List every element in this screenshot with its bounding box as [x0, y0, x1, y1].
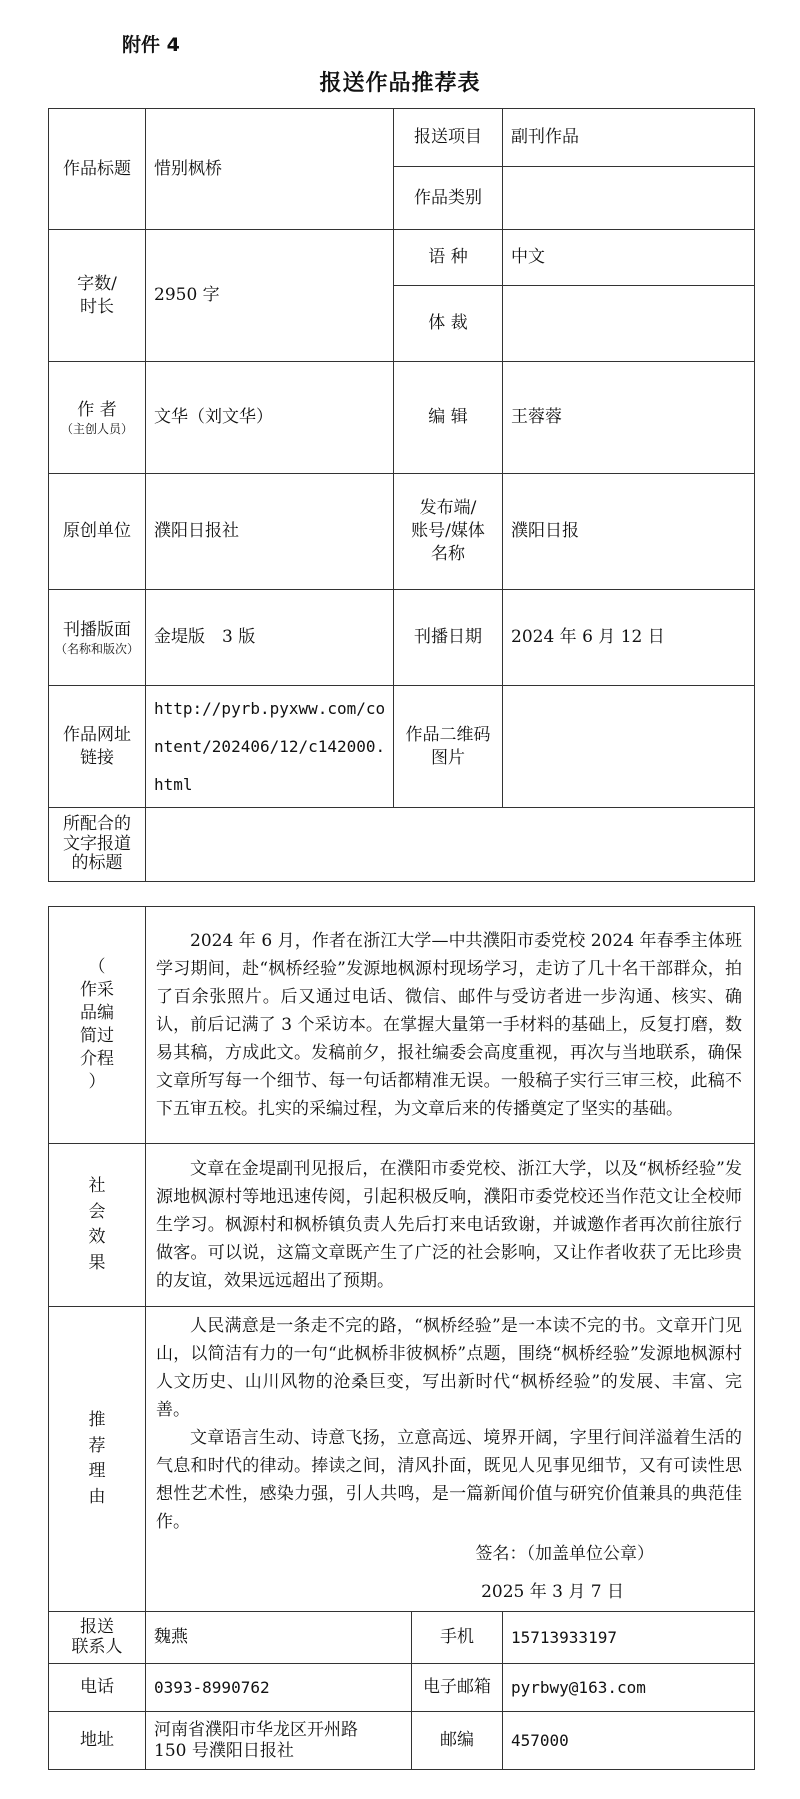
postcode-label: 邮编 [412, 1712, 503, 1770]
work-title-label: 作品标题 [49, 109, 146, 230]
page-label: 刊播版面 （名称和版次） [49, 590, 146, 686]
category-label: 作品类别 [394, 167, 503, 230]
contact-value: 魏燕 [146, 1612, 412, 1664]
category-value [503, 167, 755, 230]
page-title: 报送作品推荐表 [319, 71, 481, 96]
work-url-link[interactable]: http://pyrb.pyxww.com/co ntent/202406/12/c142000. html [146, 686, 394, 808]
postcode-value: 457000 [503, 1712, 755, 1770]
attachment-number: 附件 4 [122, 34, 180, 56]
page-value: 金堤版 3 版 [146, 590, 394, 686]
phone-label: 电话 [49, 1664, 146, 1712]
date-value: 2024 年 6 月 12 日 [503, 590, 755, 686]
qr-label: 作品二维码 图片 [394, 686, 503, 808]
report-item-label: 报送项目 [394, 109, 503, 167]
qr-value [503, 686, 755, 808]
address-value: 河南省濮阳市华龙区开州路 150 号濮阳日报社 [146, 1712, 412, 1770]
info-table [48, 108, 755, 882]
sign-date: 2025 年 3 月 7 日 [481, 1582, 625, 1602]
effect-label: 社 会 效 果 [49, 1144, 146, 1307]
contact-label: 报送 联系人 [49, 1612, 146, 1664]
work-title-value: 惜别枫桥 [146, 109, 394, 230]
word-count-value: 2950 字 [146, 230, 394, 362]
publisher-value: 濮阳日报 [503, 474, 755, 590]
url-label: 作品网址 链接 [49, 686, 146, 808]
process-label: （ 作采 品编 简过 介程 ） [49, 907, 146, 1144]
original-unit-value: 濮阳日报社 [146, 474, 394, 590]
email-value[interactable]: pyrbwy@163.com [503, 1664, 755, 1712]
genre-label: 体 裁 [394, 286, 503, 362]
editor-value: 王蓉蓉 [503, 362, 755, 474]
email-label: 电子邮箱 [412, 1664, 503, 1712]
related-label: 所配合的 文字报道 的标题 [49, 808, 146, 882]
process-text: 2024 年 6 月，作者在浙江大学—中共濮阳市委党校 2024 年春季主体班学习期间，赴“枫桥经验”发源地枫源村现场学习，走访了几十名干部群众，拍了百余张照片。后又通过电话、微信、邮件与受访者进一步沟通、核实、确认，前后记满了 3 个采访本。在掌握大量第一手材料的基础上，反复打磨，数易其稿，方成此文。发稿前夕，报社编委会高度重视，再次与当地联系，确保文章所写每一个细节、每一句话都精准无误。一般稿子实行三审三校，此稿不下五审五校。扎实的采编过程，为文章后来的传播奠定了坚实的基础。 [146, 907, 755, 1144]
report-item-value: 副刊作品 [503, 109, 755, 167]
author-label: 作 者 （主创人员） [49, 362, 146, 474]
detail-table [48, 906, 755, 1770]
language-label: 语 种 [394, 230, 503, 286]
publisher-label: 发布端/ 账号/媒体 名称 [394, 474, 503, 590]
effect-text: 文章在金堤副刊见报后，在濮阳市委党校、浙江大学，以及“枫桥经验”发源地枫源村等地迅速传阅，引起积极反响，濮阳市委党校还当作范文让全校师生学习。枫源村和枫桥镇负责人先后打来电话致谢，并诚邀作者再次前往旅行做客。可以说，这篇文章既产生了广泛的社会影响，又让作者收获了无比珍贵的友谊，效果远远超出了预期。 [146, 1144, 755, 1307]
reason-label: 推 荐 理 由 [49, 1307, 146, 1612]
mobile-value: 15713933197 [503, 1612, 755, 1664]
author-value: 文华（刘文华） [146, 362, 394, 474]
phone-value: 0393-8990762 [146, 1664, 412, 1712]
related-value [146, 808, 755, 882]
date-label: 刊播日期 [394, 590, 503, 686]
original-unit-label: 原创单位 [49, 474, 146, 590]
address-label: 地址 [49, 1712, 146, 1770]
reason-text: 人民满意是一条走不完的路，“枫桥经验”是一本读不完的书。文章开门见山，以简洁有力的一句“此枫桥非彼枫桥”点题，围绕“枫桥经验”发源地枫源村人文历史、山川风物的沧桑巨变，写出新时代“枫桥经验”的发展、丰富、完善。 文章语言生动、诗意飞扬，立意高远、境界开阔，字里行间洋溢着生活的气息和时代的律动。捧读之间，清风扑面，既见人见事见细节，又有可读性思想性艺术性，感染力强，引人共鸣，是一篇新闻价值与研究价值兼具的典范佳作。 签名：（加盖单位公章） 2025 年 3 月 7 日 [146, 1307, 755, 1612]
editor-label: 编 辑 [394, 362, 503, 474]
genre-value [503, 286, 755, 362]
mobile-label: 手机 [412, 1612, 503, 1664]
word-count-label: 字数/ 时长 [49, 230, 146, 362]
signature: 签名：（加盖单位公章） [475, 1544, 655, 1564]
language-value: 中文 [503, 230, 755, 286]
